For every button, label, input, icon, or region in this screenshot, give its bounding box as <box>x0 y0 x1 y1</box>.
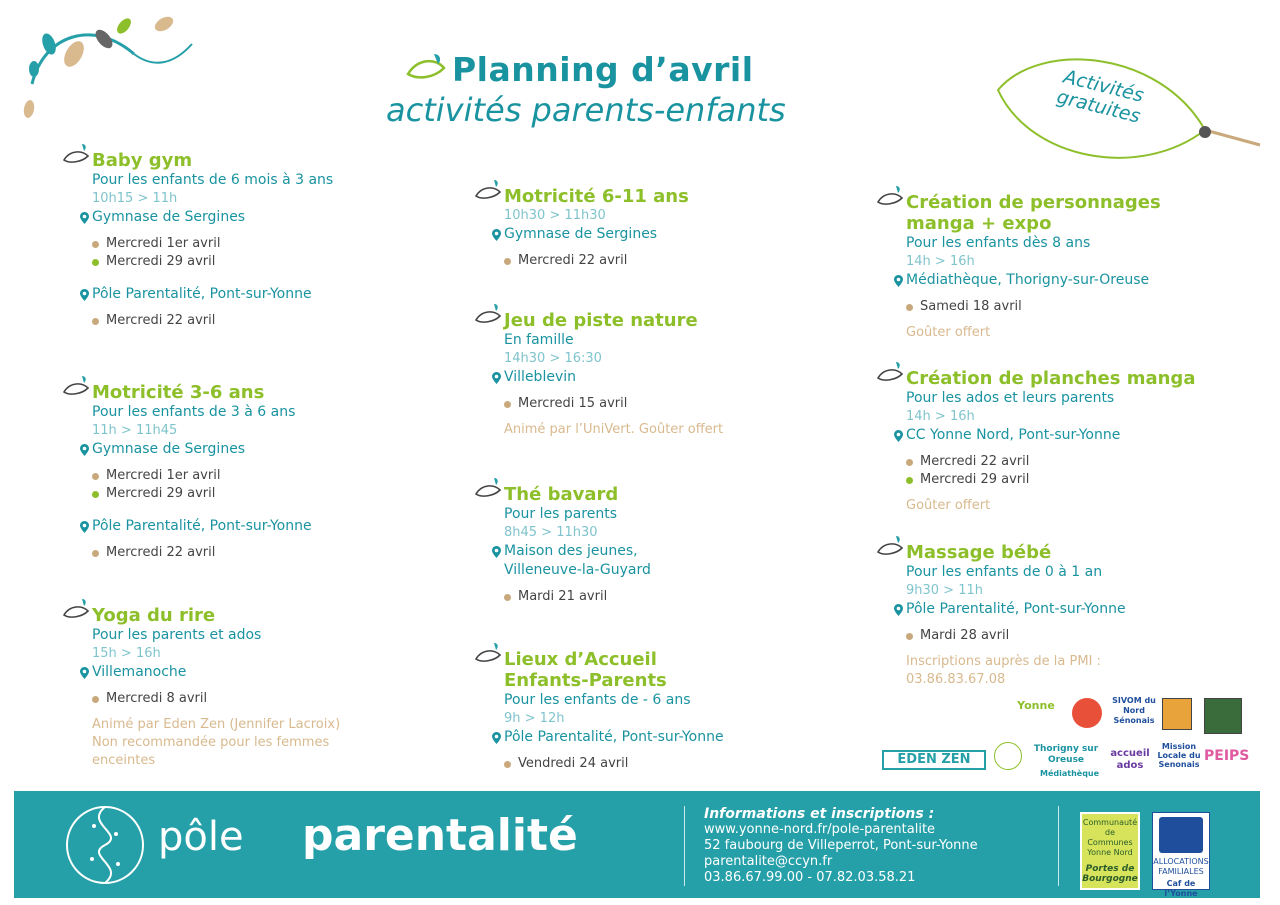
activity-time: 14h > 16h <box>906 254 975 269</box>
activity-title: Jeu de piste nature <box>504 310 698 331</box>
activity-yoga-du-rire <box>62 605 422 770</box>
activity-motricite-3-6 <box>62 382 422 562</box>
activity-title: Baby gym <box>92 150 193 171</box>
bullet-icon <box>504 594 511 601</box>
pole-parentalite-logo-icon <box>64 804 146 886</box>
bullet-icon <box>504 401 511 408</box>
pin-icon <box>894 604 903 616</box>
activity-title: Motricité 6-11 ans <box>504 186 689 207</box>
contact-info <box>704 806 1054 886</box>
activity-date: Mercredi 22 avril <box>876 453 1236 471</box>
brand-light: pôle <box>158 814 244 860</box>
activity-note: enceintes <box>92 753 156 768</box>
activity-date: Mercredi 29 avril <box>62 253 422 271</box>
activity-lieux-accueil <box>474 649 834 773</box>
activity-date: Mercredi 22 avril <box>62 312 422 330</box>
bullet-icon <box>92 259 99 266</box>
activity-note: Goûter offert <box>906 498 991 513</box>
activity-time: 10h30 > 11h30 <box>504 208 606 223</box>
activity-audience: Pour les parents et ados <box>92 627 262 643</box>
address: 52 faubourg de Villeperrot, Pont-sur-Yonne <box>704 838 978 853</box>
activity-location: Pôle Parentalité, Pont-sur-Yonne <box>62 517 422 536</box>
partner-logo-thorigny: Thorigny sur Oreuse <box>1033 744 1099 765</box>
hand-icon <box>1072 698 1102 728</box>
activity-audience: Pour les enfants de 0 à 1 an <box>906 564 1103 580</box>
leaf-icon <box>876 186 906 210</box>
activity-note: Inscriptions auprès de la PMI : <box>906 654 1101 669</box>
activity-audience: Pour les enfants de 6 mois à 3 ans <box>92 172 334 188</box>
activity-location-line2: Villeneuve-la-Guyard <box>504 562 651 578</box>
partner-logo-yonne: Yonne <box>1017 699 1055 712</box>
activity-location: CC Yonne Nord, Pont-sur-Yonne <box>876 426 1236 445</box>
circle-logo-icon <box>994 742 1022 770</box>
activity-date: Mercredi 22 avril <box>62 544 422 562</box>
bullet-icon <box>92 491 99 498</box>
activity-location: Villeblevin <box>474 368 834 387</box>
activity-date: Mercredi 1er avril <box>62 235 422 253</box>
activity-location: Pôle Parentalité, Pont-sur-Yonne <box>474 728 834 747</box>
activity-location: Gymnase de Sergines <box>62 208 422 227</box>
activity-date: Samedi 18 avril <box>876 298 1236 316</box>
activity-title: Lieux d’Accueil <box>504 649 657 670</box>
activity-time: 14h30 > 16:30 <box>504 351 602 366</box>
activity-date: Mercredi 1er avril <box>62 467 422 485</box>
activity-audience: Pour les ados et leurs parents <box>906 390 1115 406</box>
activity-title-line2: manga + expo <box>906 213 1052 234</box>
activity-audience: Pour les enfants de 3 à 6 ans <box>92 404 296 420</box>
activity-time: 9h > 12h <box>504 711 565 726</box>
pin-icon <box>80 521 89 533</box>
bullet-icon <box>92 550 99 557</box>
activity-date: Vendredi 24 avril <box>474 755 834 773</box>
activity-massage-bebe <box>876 542 1236 689</box>
leaf-icon <box>404 52 448 82</box>
divider <box>684 806 685 886</box>
activity-location: Pôle Parentalité, Pont-sur-Yonne <box>62 285 422 304</box>
caf-logo: ALLOCATIONS FAMILIALES Caf de l’Yonne <box>1152 812 1210 890</box>
activity-time: 15h > 16h <box>92 646 161 661</box>
pin-icon <box>80 212 89 224</box>
activity-time: 14h > 16h <box>906 409 975 424</box>
bullet-icon <box>906 477 913 484</box>
activity-date: Mercredi 15 avril <box>474 395 834 413</box>
bullet-icon <box>92 696 99 703</box>
caf-mark-icon <box>1159 817 1203 853</box>
activity-date: Mercredi 22 avril <box>474 252 834 270</box>
activity-location: Médiathèque, Thorigny-sur-Oreuse <box>876 271 1236 290</box>
activity-note: Non recommandée pour les femmes <box>92 735 330 750</box>
activity-time: 10h15 > 11h <box>92 191 178 206</box>
activity-jeu-de-piste <box>474 310 834 439</box>
activity-note: 03.86.83.67.08 <box>906 672 1006 687</box>
activity-title: Yoga du rire <box>92 605 216 626</box>
pin-icon <box>894 430 903 442</box>
activity-location: Maison des jeunes, <box>474 542 834 561</box>
free-badge: Activités gratuites <box>1054 65 1146 128</box>
coat-of-arms-icon <box>1162 698 1192 730</box>
website-link[interactable]: www.yonne-nord.fr/pole-parentalite <box>704 822 936 837</box>
phone-numbers: 03.86.67.99.00 - 07.82.03.58.21 <box>704 870 916 885</box>
activity-baby-gym <box>62 150 422 330</box>
activity-date: Mercredi 29 avril <box>62 485 422 503</box>
activity-audience: Pour les enfants de - 6 ans <box>504 692 691 708</box>
bullet-icon <box>92 473 99 480</box>
leaf-icon <box>474 304 504 328</box>
activity-date: Mercredi 8 avril <box>62 690 422 708</box>
activity-title: Massage bébé <box>906 542 1052 563</box>
leaf-icon <box>876 536 906 560</box>
activity-creation-personnages <box>876 192 1236 342</box>
activity-title: Thé bavard <box>504 484 619 505</box>
pin-icon <box>492 372 501 384</box>
activity-date: Mercredi 29 avril <box>876 471 1236 489</box>
email-link[interactable]: parentalite@ccyn.fr <box>704 854 833 869</box>
bullet-icon <box>92 241 99 248</box>
activity-note: Animé par l’UniVert. Goûter offert <box>504 422 724 437</box>
brand-bold: parentalité <box>302 810 578 861</box>
activity-date: Mardi 21 avril <box>474 588 834 606</box>
contact-title: Informations et inscriptions : <box>704 806 935 822</box>
leaf-icon <box>474 180 504 204</box>
pin-icon <box>80 444 89 456</box>
partner-logo-mediatheque: Médiathèque <box>1040 769 1100 778</box>
activity-title: Création de planches manga <box>906 368 1196 389</box>
cc-yonne-nord-logo: Communauté de Communes Yonne Nord Portes de Bourgogne <box>1080 812 1140 890</box>
activity-time: 8h45 > 11h30 <box>504 525 598 540</box>
pin-icon <box>492 732 501 744</box>
activity-location: Villemanoche <box>62 663 422 682</box>
leaf-icon <box>62 144 92 168</box>
activity-planches-manga <box>876 368 1236 515</box>
activity-title: Motricité 3-6 ans <box>92 382 265 403</box>
bullet-icon <box>906 304 913 311</box>
pin-icon <box>492 229 501 241</box>
activity-time: 11h > 11h45 <box>92 423 178 438</box>
pin-icon <box>492 546 501 558</box>
bullet-icon <box>906 459 913 466</box>
activity-audience: Pour les enfants dès 8 ans <box>906 235 1091 251</box>
pin-icon <box>894 275 903 287</box>
activity-location: Pôle Parentalité, Pont-sur-Yonne <box>876 600 1236 619</box>
partner-logo-peips: PEIPS <box>1204 748 1250 764</box>
leaf-icon <box>62 599 92 623</box>
activity-the-bavard <box>474 484 834 606</box>
partner-logo-edenzen: EDEN ZEN <box>882 750 986 770</box>
activity-location: Gymnase de Sergines <box>62 440 422 459</box>
partner-logo-mission-locale: Mission Locale du Senonais <box>1157 742 1201 769</box>
partner-logo-accueil-ados: accueil ados <box>1110 748 1150 771</box>
activity-location: Gymnase de Sergines <box>474 225 834 244</box>
page-subtitle: activités parents-enfants <box>386 91 786 129</box>
leaf-icon <box>876 362 906 386</box>
activity-audience: Pour les parents <box>504 506 618 522</box>
activity-title-line2: Enfants-Parents <box>504 670 667 691</box>
activity-note: Animé par Eden Zen (Jennifer Lacroix) <box>92 717 341 732</box>
activity-audience: En famille <box>504 332 574 348</box>
coat-of-arms-icon <box>1204 698 1242 734</box>
partner-logo-sivom: SIVOM du Nord Sénonais <box>1112 696 1156 725</box>
leaf-icon <box>62 376 92 400</box>
bullet-icon <box>92 318 99 325</box>
branch-decoration <box>14 14 194 134</box>
bullet-icon <box>504 761 511 768</box>
activity-title: Création de personnages <box>906 192 1161 213</box>
bullet-icon <box>504 258 511 265</box>
activity-note: Goûter offert <box>906 325 991 340</box>
leaf-icon <box>474 643 504 667</box>
activity-date: Mardi 28 avril <box>876 627 1236 645</box>
pin-icon <box>80 289 89 301</box>
pin-icon <box>80 667 89 679</box>
bullet-icon <box>906 633 913 640</box>
leaf-icon <box>474 478 504 502</box>
divider <box>1058 806 1059 886</box>
page-title: Planning d’avril <box>452 50 754 89</box>
activity-time: 9h30 > 11h <box>906 583 983 598</box>
activity-motricite-6-11 <box>474 186 834 270</box>
